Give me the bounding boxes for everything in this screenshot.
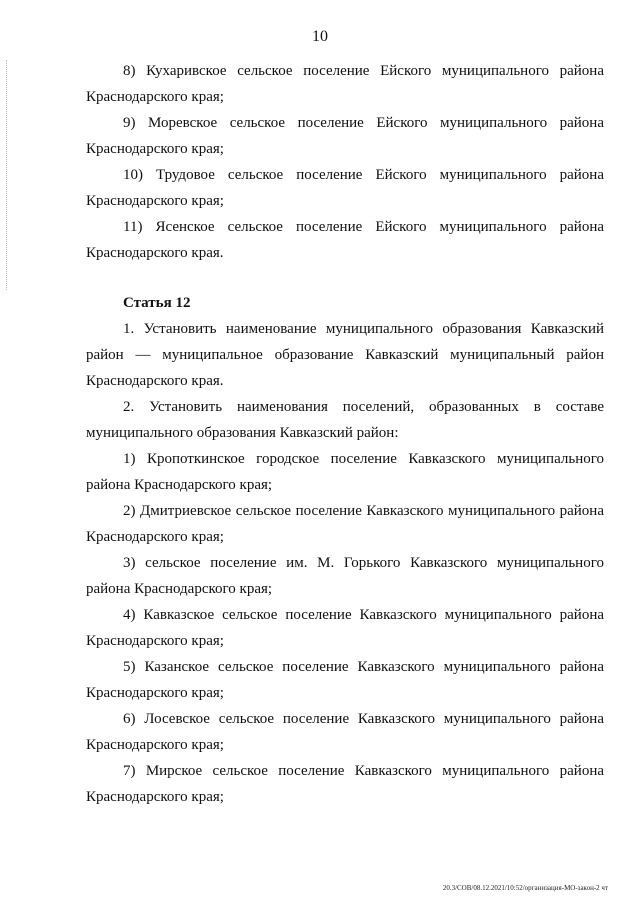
list-item: 6) Лосевское сельское поселение Кавказского муниципального района Краснодарского края; [86, 711, 604, 753]
page-number: 10 [312, 28, 328, 45]
margin-scan-marks [6, 60, 9, 290]
list-item: 9) Моревское сельское поселение Ейского муниципального района Краснодарского края; [86, 115, 604, 157]
document-body [86, 58, 604, 810]
list-item: 2) Дмитриевское сельское поселение Кавказского муниципального района Краснодарского края; [86, 503, 604, 545]
document-footer: 20.3/СОВ/08.12.2021/10:52/организация-МО-закон-2 чт [442, 884, 608, 892]
list-item: 3) сельское поселение им. М. Горького Кавказского муниципального района Краснодарского края; [86, 555, 604, 597]
list-item: 5) Казанское сельское поселение Кавказского муниципального района Краснодарского края; [86, 659, 604, 701]
list-item: 11) Ясенское сельское поселение Ейского муниципального района Краснодарского края. [86, 219, 604, 261]
paragraph: 2. Установить наименования поселений, образованных в составе муниципального образования Кавказский район: [86, 399, 604, 441]
list-item: 4) Кавказское сельское поселение Кавказского муниципального района Краснодарского края; [86, 607, 604, 649]
list-item: 10) Трудовое сельское поселение Ейского муниципального района Краснодарского края; [86, 167, 604, 209]
list-item: 1) Кропоткинское городское поселение Кавказского муниципального района Краснодарского края; [86, 451, 604, 493]
article-heading: Статья 12 [123, 295, 191, 311]
paragraph: 1. Установить наименование муниципального образования Кавказский район — муниципальное образование Кавказский муниципальный район Краснодарского края. [86, 321, 604, 389]
list-item: 8) Кухаривское сельское поселение Ейского муниципального района Краснодарского края; [86, 63, 604, 105]
list-item: 7) Мирское сельское поселение Кавказского муниципального района Краснодарского края; [86, 763, 604, 805]
